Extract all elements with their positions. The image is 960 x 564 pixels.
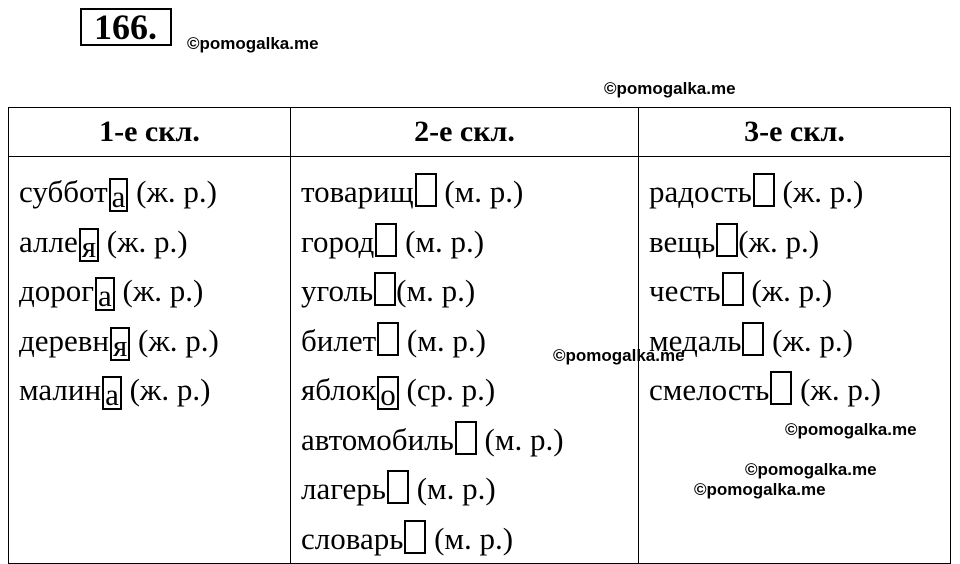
gender-note: (ж. р.): [130, 322, 219, 358]
watermark: ©pomogalka.me: [694, 480, 826, 499]
gender-note: (м. р.): [399, 322, 486, 358]
declension-table: [8, 107, 951, 564]
gender-note: (м. р.): [436, 174, 524, 209]
ending-box: [374, 272, 396, 306]
gender-note: (ср. р.): [398, 372, 496, 407]
word-entry: [301, 514, 638, 564]
ending-box: [415, 173, 437, 207]
word-entry: [649, 316, 950, 366]
word-entry: [301, 316, 638, 366]
word-stem: яблок: [301, 372, 377, 407]
word-stem: товарищ: [301, 174, 414, 209]
word-stem: суббот: [19, 174, 108, 209]
word-stem: медаль: [649, 322, 742, 358]
ending-box: я: [110, 327, 130, 361]
ending-box: а: [95, 277, 115, 311]
word-stem: радость: [649, 174, 752, 209]
gender-note: (ж. р.): [99, 223, 188, 259]
word-stem: город: [301, 223, 375, 259]
body-row: [9, 157, 951, 564]
word-entry: [301, 415, 638, 465]
ending-box: о: [377, 376, 399, 410]
word-stem: алле: [19, 223, 78, 259]
word-stem: малин: [19, 372, 102, 407]
gender-note: (ж. р.): [128, 174, 217, 209]
word-stem: лагерь: [301, 471, 386, 506]
word-entry: [649, 217, 950, 267]
word-entry: [19, 266, 290, 316]
word-stem: деревн: [19, 322, 110, 358]
word-entry: [649, 266, 950, 316]
ending-box: [716, 223, 738, 257]
ending-box: а: [109, 178, 129, 212]
watermark: ©pomogalka.me: [553, 346, 685, 365]
watermark: ©pomogalka.me: [745, 460, 877, 479]
word-entry: [19, 167, 290, 217]
header-row: [9, 108, 951, 157]
word-stem: автомобиль: [301, 421, 454, 457]
ending-box: [377, 322, 399, 356]
gender-note: (м. р.): [396, 273, 476, 308]
word-stem: билет: [301, 322, 377, 358]
gender-note: (ж. р.): [774, 174, 864, 209]
word-stem: дорог: [19, 273, 94, 308]
header-second-declension: 2-е скл.: [291, 108, 639, 157]
word-entry: [301, 464, 638, 514]
gender-note: (м. р.): [476, 421, 564, 457]
word-entry: [301, 217, 638, 267]
word-stem: уголь: [301, 273, 374, 308]
word-stem: словарь: [301, 520, 404, 556]
word-entry: [301, 365, 638, 415]
header-first-declension: 1-е скл.: [9, 108, 291, 157]
watermark: ©pomogalka.me: [187, 34, 319, 53]
ending-box: [375, 223, 397, 257]
word-list: [639, 157, 950, 415]
ending-box: [742, 322, 764, 356]
word-stem: честь: [649, 273, 721, 308]
word-stem: смелость: [649, 372, 770, 407]
word-list: [291, 157, 638, 563]
word-entry: [19, 316, 290, 366]
word-entry: [649, 365, 950, 415]
ending-box: [455, 421, 477, 455]
gender-note: (ж. р.): [121, 372, 211, 407]
ending-box: а: [102, 376, 122, 410]
gender-note: (ж. р.): [738, 223, 820, 259]
third-declension-cell: [639, 157, 951, 564]
word-entry: [301, 167, 638, 217]
task-number: 166.: [80, 8, 172, 46]
gender-note: (ж. р.): [114, 273, 204, 308]
header-third-declension: 3-е скл.: [639, 108, 951, 157]
gender-note: (ж. р.): [792, 372, 881, 407]
word-list: [9, 157, 290, 415]
watermark: ©pomogalka.me: [604, 79, 736, 98]
gender-note: (ж. р.): [743, 273, 833, 308]
word-entry: [301, 266, 638, 316]
ending-box: [722, 272, 744, 306]
gender-note: (м. р.): [408, 471, 496, 506]
word-entry: [19, 365, 290, 415]
watermark: ©pomogalka.me: [785, 420, 917, 439]
first-declension-cell: [9, 157, 291, 564]
ending-box: [770, 371, 792, 405]
ending-box: я: [79, 228, 99, 262]
gender-note: (м. р.): [397, 223, 485, 259]
word-stem: вещь: [649, 223, 716, 259]
word-entry: [19, 217, 290, 267]
ending-box: [387, 470, 409, 504]
gender-note: (м. р.): [426, 520, 514, 556]
word-entry: [649, 167, 950, 217]
ending-box: [404, 520, 426, 554]
gender-note: (ж. р.): [764, 322, 853, 358]
ending-box: [753, 173, 775, 207]
second-declension-cell: [291, 157, 639, 564]
